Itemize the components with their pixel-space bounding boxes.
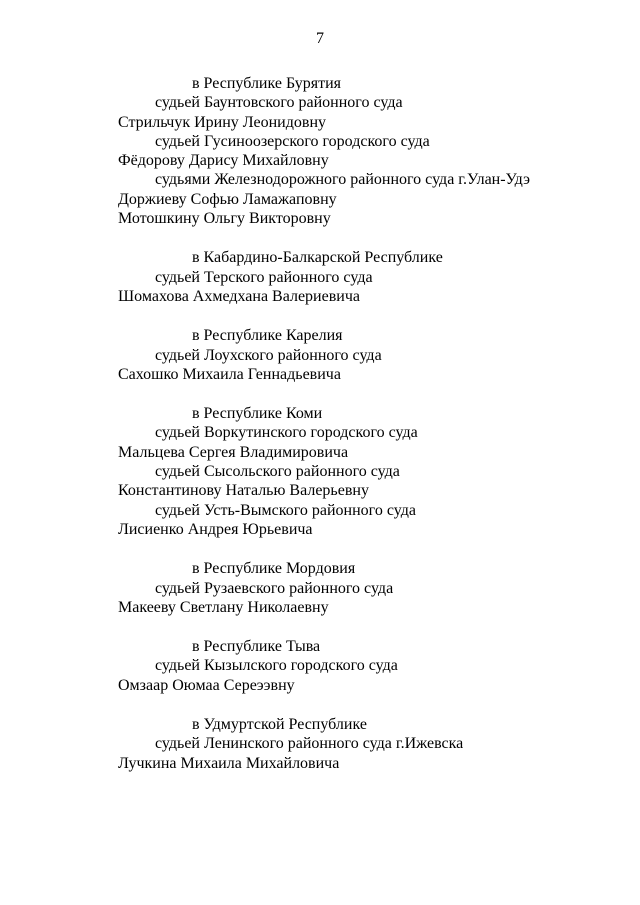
person-name: Лучкина Михаила Михайловича — [118, 754, 340, 772]
person-name: Мотошкину Ольгу Викторовну — [118, 210, 331, 228]
court-line: судьями Железнодорожного районного суда г.Улан-Удэ — [155, 171, 531, 189]
court-line: судьей Лоухского районного суда — [155, 346, 382, 364]
person-name: Фёдорову Дарису Михайловну — [118, 152, 329, 170]
person-name: Шомахова Ахмедхана Валериевича — [118, 287, 360, 305]
person-name: Мальцева Сергея Владимировича — [118, 443, 349, 461]
court-line: судьей Рузаевского районного суда — [155, 579, 394, 597]
person-name: Омзаар Оюмаа Сереээвну — [118, 676, 295, 694]
court-line: судьей Терского районного суда — [155, 268, 373, 286]
region-heading: в Республике Мордовия — [192, 560, 356, 578]
person-name: Константинову Наталью Валерьевну — [118, 482, 369, 500]
region-section — [118, 637, 628, 695]
court-line: судьей Ленинского районного суда г.Ижевска — [155, 735, 464, 753]
court-line: судьей Баунтовского районного суда — [155, 94, 403, 112]
appointment-list — [118, 74, 628, 793]
region-section — [118, 404, 628, 539]
region-section — [118, 715, 628, 773]
region-section — [118, 326, 628, 384]
region-heading: в Республике Коми — [192, 405, 323, 423]
court-line: судьей Гусиноозерского городского суда — [155, 132, 430, 150]
person-name: Макееву Светлану Николаевну — [118, 598, 329, 616]
person-name: Стрильчук Ирину Леонидовну — [118, 113, 326, 131]
region-heading: в Кабардино-Балкарской Республике — [192, 249, 443, 267]
person-name: Сахошко Михаила Геннадьевича — [118, 365, 341, 383]
region-section — [118, 74, 628, 228]
court-line: судьей Усть-Вымского районного суда — [155, 501, 416, 519]
region-section — [118, 248, 628, 306]
person-name: Доржиеву Софью Ламажаповну — [118, 190, 337, 208]
page-number: 7 — [316, 30, 324, 47]
person-name: Лисиенко Андрея Юрьевича — [118, 520, 313, 538]
court-line: судьей Кызылского городского суда — [155, 657, 398, 675]
court-line: судьей Сысольского районного суда — [155, 463, 400, 481]
region-heading: в Удмуртской Республике — [192, 716, 367, 734]
court-line: судьей Воркутинского городского суда — [155, 424, 418, 442]
region-heading: в Республике Тыва — [192, 638, 321, 656]
region-section — [118, 559, 628, 617]
region-heading: в Республике Бурятия — [192, 75, 342, 92]
region-heading: в Республике Карелия — [192, 327, 343, 345]
